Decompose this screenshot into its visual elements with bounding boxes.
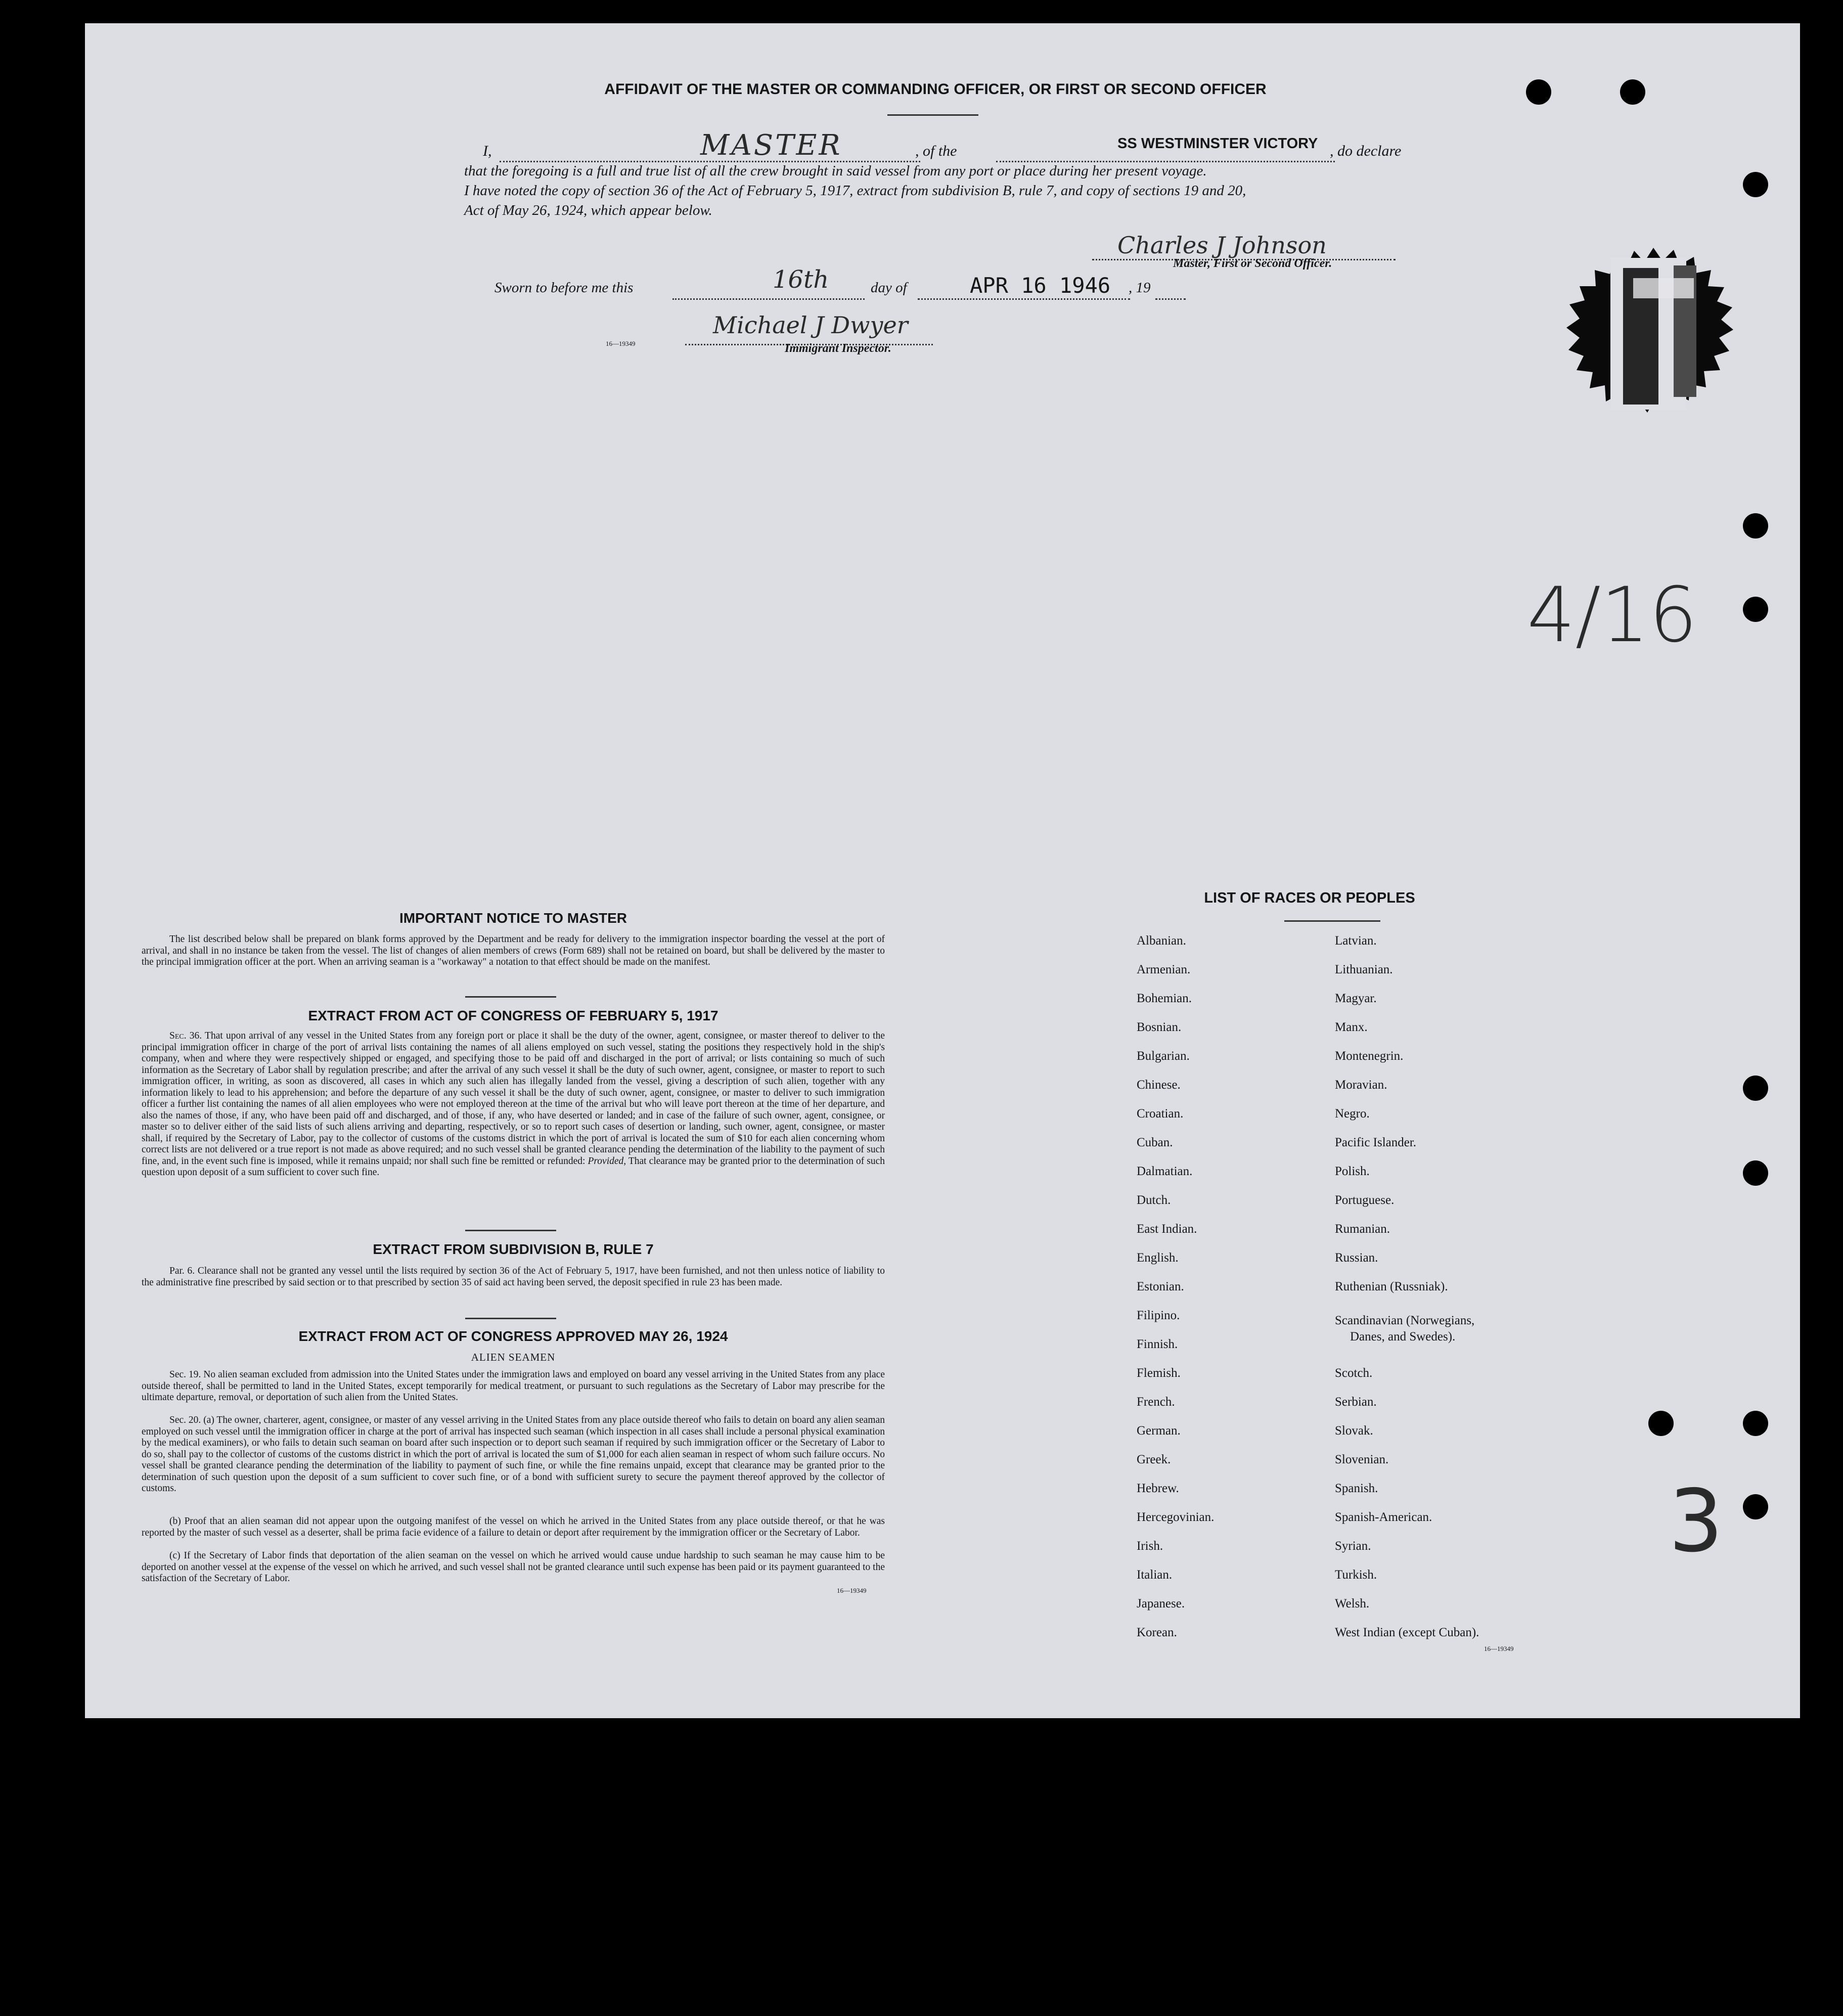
race-right-item: Turkish. (1335, 1568, 1377, 1582)
extract-1924-subtitle: ALIEN SEAMEN (471, 1351, 556, 1363)
race-right-item: West Indian (except Cuban). (1335, 1626, 1479, 1639)
race-left-item: Bulgarian. (1137, 1049, 1190, 1063)
extract-1924-title: EXTRACT FROM ACT OF CONGRESS APPROVED MAY 26, 1924 (298, 1328, 728, 1344)
race-left-item: Croatian. (1137, 1107, 1184, 1121)
vessel-line (996, 161, 1335, 162)
date-line (918, 298, 1130, 300)
sec-20c-body: (c) If the Secretary of Labor finds that deportation of the alien seaman on the vessel on which he arrived would cause undue hardship to such seaman he may cause him to be deported on another vessel at the expense of the vessel on which he arrived, and such vessel shall not be granted clearance until such expense has been paid or its payment guaranteed to the satisfaction of the Secretary of Labor. (142, 1550, 885, 1584)
race-left-item: Italian. (1137, 1568, 1173, 1582)
race-right-item: Pacific Islander. (1335, 1136, 1417, 1149)
rank-handwritten: MASTER (700, 129, 842, 162)
race-left-item: East Indian. (1137, 1222, 1197, 1236)
page-fraction-handwritten: 4/16 (1527, 571, 1697, 659)
page-number-handwritten: 3 (1669, 1471, 1724, 1572)
proviso-label: Provided, (588, 1155, 626, 1167)
race-left-item: Japanese. (1137, 1597, 1185, 1610)
race-right-item: Slovak. (1335, 1424, 1373, 1438)
race-right-item: Spanish-American. (1335, 1510, 1432, 1524)
race-left-item: Bosnian. (1137, 1020, 1182, 1034)
year-line (1155, 298, 1186, 300)
race-left-item: English. (1137, 1251, 1179, 1265)
race-right-item: Spanish. (1335, 1482, 1378, 1495)
divider-rule (465, 1230, 556, 1231)
race-left-item: Hercegovinian. (1137, 1510, 1215, 1524)
race-right-item: Scandinavian (Norwegians, (1335, 1314, 1475, 1327)
rule7-title: EXTRACT FROM SUBDIVISION B, RULE 7 (373, 1241, 654, 1257)
extract-1917-title: EXTRACT FROM ACT OF CONGRESS OF FEBRUARY 5, 1917 (308, 1008, 718, 1023)
notice-body: The list described below shall be prepared on blank forms approved by the Department and be ready for delivery to the immigration inspector boarding the vessel at the port of arrival, and shall in no instance be taken from the vessel. The list of changes of alien members of crews (Form 689) shall not be retained on board, but shall be delivered by the master to the principal immigration officer at the port. When an arriving seaman is a "workaway" a notation to that effect should be made on the manifest. (142, 934, 885, 967)
affidavit-body-1: that the foregoing is a full and true list of all the crew brought in said vessel from any port or place during her present voyage. (464, 163, 1207, 179)
race-left-item: Flemish. (1137, 1366, 1181, 1380)
races-form-number: 16—19349 (1484, 1645, 1514, 1652)
race-right-item: Lithuanian. (1335, 963, 1393, 976)
race-left-item: Bohemian. (1137, 992, 1192, 1005)
sec-20b-body: (b) Proof that an alien seaman did not appear upon the outgoing manifest of the vessel on which he arrived in the United States from any place outside thereof, or that he was reported by the master of such vessel as a deserter, shall be prima facie evidence of a failure to detain or deport after requirement by the immigration officer or the Secretary of Labor. (142, 1516, 885, 1538)
divider-rule (465, 1318, 556, 1319)
rule7-body: Par. 6. Clearance shall not be granted any vessel until the lists required by section 36 of the Act of February 5, 1917, have been furnished, and not then unless notice of liability to the administrative fine prescribed by said section or to that prescribed by section 35 of said act having been served, the deposit specified in rule 23 has been made. (142, 1266, 885, 1288)
affidavit-body-2: I have noted the copy of section 36 of the Act of February 5, 1917, extract from subdivision B, rule 7, and copy of sections 19 and 20, (464, 183, 1246, 199)
year-prefix: , 19 (1129, 280, 1151, 296)
race-left-item: Cuban. (1137, 1136, 1173, 1149)
binder-hole (1620, 79, 1645, 105)
race-left-item: Estonian. (1137, 1280, 1184, 1293)
race-right-item: Magyar. (1335, 992, 1377, 1005)
binder-hole (1743, 1494, 1768, 1519)
extract-1924-form-number: 16—19349 (837, 1587, 867, 1594)
binder-hole (1743, 1076, 1768, 1101)
race-left-item: Korean. (1137, 1626, 1177, 1639)
binder-hole (1743, 1160, 1768, 1186)
race-left-item: Chinese. (1137, 1078, 1181, 1092)
race-right-item: Rumanian. (1335, 1222, 1390, 1236)
race-right-item: Negro. (1335, 1107, 1370, 1121)
master-caption: Master, First or Second Officer. (1173, 257, 1332, 270)
do-declare-label: , do declare (1330, 143, 1402, 159)
race-right-item: Welsh. (1335, 1597, 1370, 1610)
binder-hole (1743, 1411, 1768, 1436)
master-signature: Charles J Johnson (1117, 232, 1327, 259)
of-the-label: , of the (915, 143, 957, 159)
date-stamp: APR 16 1946 (970, 273, 1111, 298)
race-left-item: Dutch. (1137, 1193, 1171, 1207)
race-right-item: Latvian. (1335, 934, 1377, 948)
race-right-item: Slovenian. (1335, 1453, 1389, 1466)
inspector-caption: Immigrant Inspector. (785, 342, 891, 355)
race-left-item: Greek. (1137, 1453, 1171, 1466)
race-left-item: Finnish. (1137, 1337, 1178, 1351)
affidavit-body-3: Act of May 26, 1924, which appear below. (464, 202, 712, 218)
notary-seal (1547, 238, 1760, 440)
binder-hole (1743, 513, 1768, 539)
day-of-label: day of (871, 280, 907, 296)
divider-rule (465, 996, 556, 998)
binder-hole (1743, 597, 1768, 622)
race-left-item: Armenian. (1137, 963, 1191, 976)
sworn-day-line (672, 298, 865, 300)
race-right-item: Montenegrin. (1335, 1049, 1404, 1063)
race-right-item: Danes, and Swedes). (1350, 1330, 1456, 1343)
binder-hole (1526, 79, 1551, 105)
races-title: LIST OF RACES OR PEOPLES (1204, 890, 1415, 906)
inspector-signature: Michael J Dwyer (713, 311, 908, 339)
sworn-day: 16th (773, 265, 829, 294)
binder-hole (1743, 172, 1768, 197)
race-right-item: Polish. (1335, 1164, 1370, 1178)
race-right-item: Syrian. (1335, 1539, 1371, 1553)
affidavit-title: AFFIDAVIT OF THE MASTER OR COMMANDING OFFICER, OR FIRST OR SECOND OFFICER (604, 81, 1267, 98)
race-left-item: Dalmatian. (1137, 1164, 1193, 1178)
race-right-item: Ruthenian (Russniak). (1335, 1280, 1448, 1293)
i-label: I, (483, 143, 492, 159)
title-rule (887, 114, 978, 116)
races-title-rule (1284, 920, 1380, 922)
extract-1917-body (142, 1031, 885, 1179)
race-right-item: Serbian. (1335, 1395, 1377, 1409)
race-left-item: Filipino. (1137, 1309, 1180, 1322)
race-right-item: Manx. (1335, 1020, 1368, 1034)
sec-20a-body: Sec. 20. (a) The owner, charterer, agent, consignee, or master of any vessel arriving in the United States from any place outside thereof who fails to detain on board any alien seaman employed on such vessel until the immigration officer in charge at the port of arrival has inspected such seaman (which inspection in all cases shall include a personal physical examination by the medical examiners), or who fails to detain such seaman on board after such inspection or to deport such seaman if required by such immigration officer or the Secretary of Labor to do so, shall pay to the collector of customs of the customs district in which the port of arrival is located the sum of $1,000 for each alien seaman in respect of whom such failure occurs. No vessel shall be granted clearance pending the determination of the liability to payment of such fine, or while the fine remains unpaid, except that clearance may be granted prior to the determination of such question upon the deposit of a sum sufficient to cover such fine, or of a bond with sufficient surety to secure the payment thereof approved by the collector of customs. (142, 1415, 885, 1494)
race-left-item: French. (1137, 1395, 1175, 1409)
race-left-item: Irish. (1137, 1539, 1163, 1553)
sworn-prefix: Sworn to before me this (495, 280, 634, 296)
race-left-item: German. (1137, 1424, 1181, 1438)
race-left-item: Hebrew. (1137, 1482, 1179, 1495)
proviso-text: That clearance may be granted prior to the determination of such question upon deposit of a sum sufficient to cover such fine. (142, 1155, 885, 1178)
vessel-name: SS WESTMINSTER VICTORY (1117, 136, 1318, 152)
race-right-item: Russian. (1335, 1251, 1378, 1265)
race-right-item: Moravian. (1335, 1078, 1387, 1092)
race-right-item: Portuguese. (1335, 1193, 1395, 1207)
sec-19-body: Sec. 19. No alien seaman excluded from admission into the United States under the immigration laws and employed on board any vessel arriving in the United States from any place outside thereof, shall be permitted to land in the United States, except temporarily for medical treatment, or pursuant to such regulations as the Secretary of Labor may prescribe for the ultimate departure, removal, or deportation of such alien from the United States. (142, 1369, 885, 1403)
race-right-item: Scotch. (1335, 1366, 1373, 1380)
affidavit-form-number: 16—19349 (606, 340, 636, 347)
sec-36-text: That upon arrival of any vessel in the United States from any foreign port or place it shall be the duty of the owner, agent, consignee, or master thereof to deliver to the principal immigration officer in charge of the port of arrival lists containing the names of all aliens employed on such vessel, stating the positions they respectively hold in the ship's company, when and where they were respectively shipped or engaged, and specifying those to be paid off and discharged in the port of arrival; or lists containing so much of such information as the Secretary of Labor shall by regulation prescribe; and after the arrival of any such vessel it shall be the duty of such owner, agent, consignee, or master to report to such immigration officer, in writing, as soon as discovered, all cases in which any such alien has illegally landed from the vessel, giving a description of such alien, together with any information likely to lead to his apprehension; and before the departure of any such vessel it shall be the duty of such owner, agent, consignee, or master to deliver to such immigration officer a further list containing the names of all alien employees who were not employed thereon at the time of the arrival but who will leave port thereon at the time of her departure, and also the names of those, if any, who have been paid off and discharged, and of those, if any, who have deserted or landed; and in case of the failure of such owner, agent, consignee, or master so to deliver either of the said lists of such aliens arriving and departing, respectively, or so to report such cases of desertion or landing, such owner, agent, consignee, or master shall, if required by the Secretary of Labor, pay to the collector of customs of the customs district in which the port of arrival is located the sum of $10 for each alien concerning whom correct lists are not delivered or a true report is not made as above required; and no such vessel shall be granted clearance pending the determination of the liability to the payment of such fine, and, in the event such fine is imposed, while it remains unpaid; nor shall such fine be remitted or refunded: (142, 1031, 885, 1167)
notice-title: IMPORTANT NOTICE TO MASTER (399, 910, 627, 926)
race-left-item: Albanian. (1137, 934, 1186, 948)
sec-36-label: Sec. 36. (169, 1031, 202, 1041)
binder-hole (1648, 1411, 1674, 1436)
